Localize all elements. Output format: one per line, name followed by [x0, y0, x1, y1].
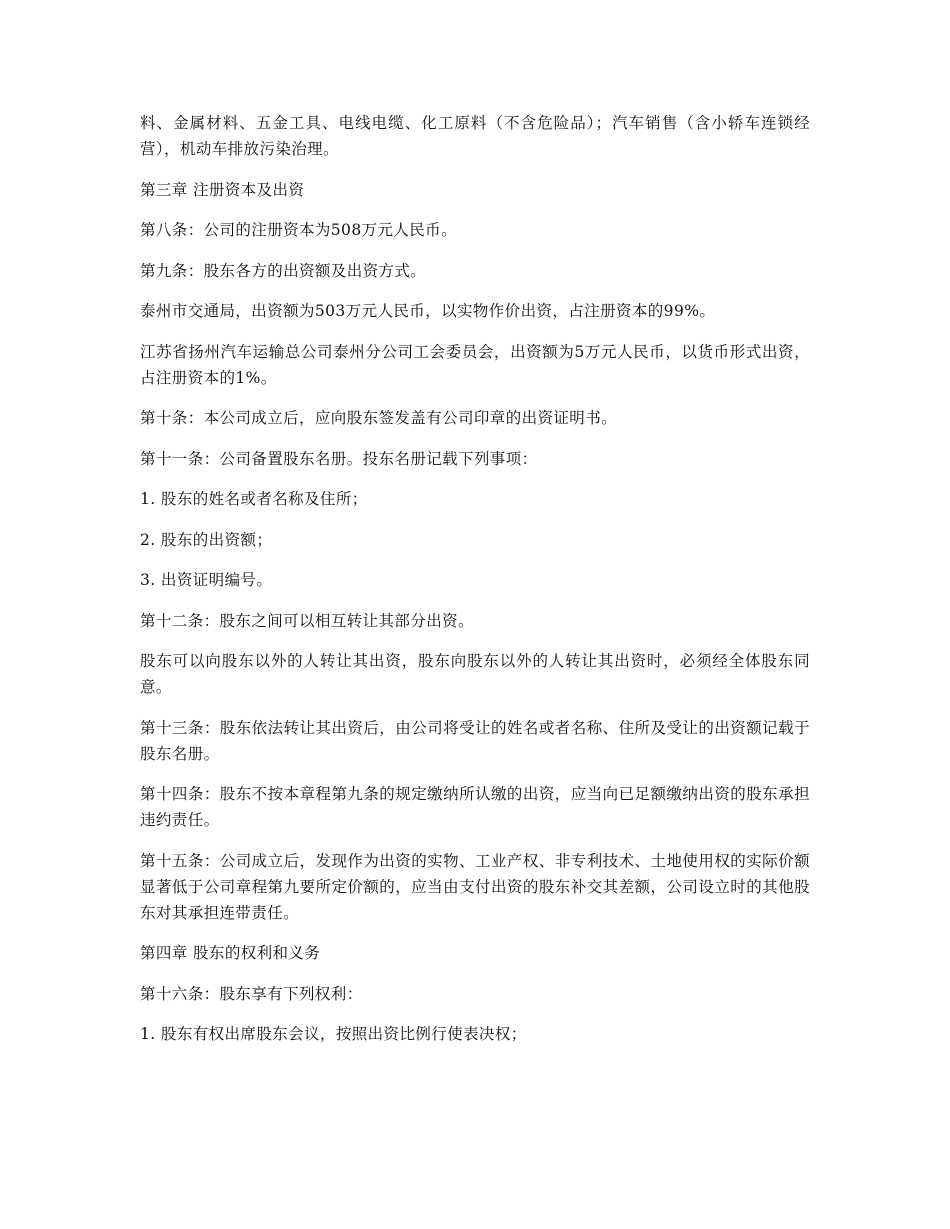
list-item: 3. 出资证明编号。: [140, 571, 273, 589]
chapter-4-heading: 第四章 股东的权利和义务: [140, 944, 321, 962]
article-13: 第十三条：股东依法转让其出资后，由公司将受让的姓名或者名称、住所及受让的出资额记载于股东名册。: [140, 718, 810, 763]
paragraph-business-scope-continued: 料、金属材料、五金工具、电线电缆、化工原料（不含危险品）；汽车销售（含小轿车连锁经营），机动车排放污染治理。: [140, 114, 810, 158]
document-page: [140, 110, 810, 1062]
article-12: 第十二条：股东之间可以相互转让其部分出资。: [140, 611, 474, 630]
shareholder-taizhou-transport-bureau: 泰州市交通局，出资额为503万元人民币，以实物作价出资，占注册资本的99%。: [140, 302, 716, 320]
article-12-transfer-rule: 股东可以向股东以外的人转让其出资，股东向股东以外的人转让其出资时，必须经全体股东同意。: [140, 652, 810, 696]
list-item: 2. 股东的出资额；: [140, 530, 273, 549]
article-16: 第十六条：股东享有下列权利：: [140, 984, 363, 1003]
article-9: 第九条：股东各方的出资额及出资方式。: [140, 261, 427, 280]
list-item: 1. 股东的姓名或者名称及住所；: [140, 490, 368, 508]
chapter-3-heading: 第三章 注册资本及出资: [140, 180, 305, 199]
shareholder-union-committee: 江苏省扬州汽车运输总公司泰州分公司工会委员会，出资额为5万元人民币，以货币形式出资，占注册资本的1%。: [140, 342, 810, 387]
article-11: 第十一条：公司备置股东名册。投东名册记载下列事项：: [140, 449, 538, 468]
list-item: 1. 股东有权出席股东会议，按照出资比例行使表决权；: [140, 1025, 527, 1043]
article-8: 第八条：公司的注册资本为508万元人民币。: [140, 221, 457, 239]
article-10: 第十条：本公司成立后，应向股东签发盖有公司印章的出资证明书。: [140, 409, 618, 427]
article-14: 第十四条：股东不按本章程第九条的规定缴纳所认缴的出资，应当向已足额缴纳出资的股东承担违约责任。: [140, 785, 810, 829]
article-15: 第十五条：公司成立后，发现作为出资的实物、工业产权、非专利技术、土地使用权的实际价额显著低于公司章程第九要所定价额的，应当由支付出资的股东补交其差额，公司设立时的其他股东对其承担连带责任。: [140, 851, 810, 922]
